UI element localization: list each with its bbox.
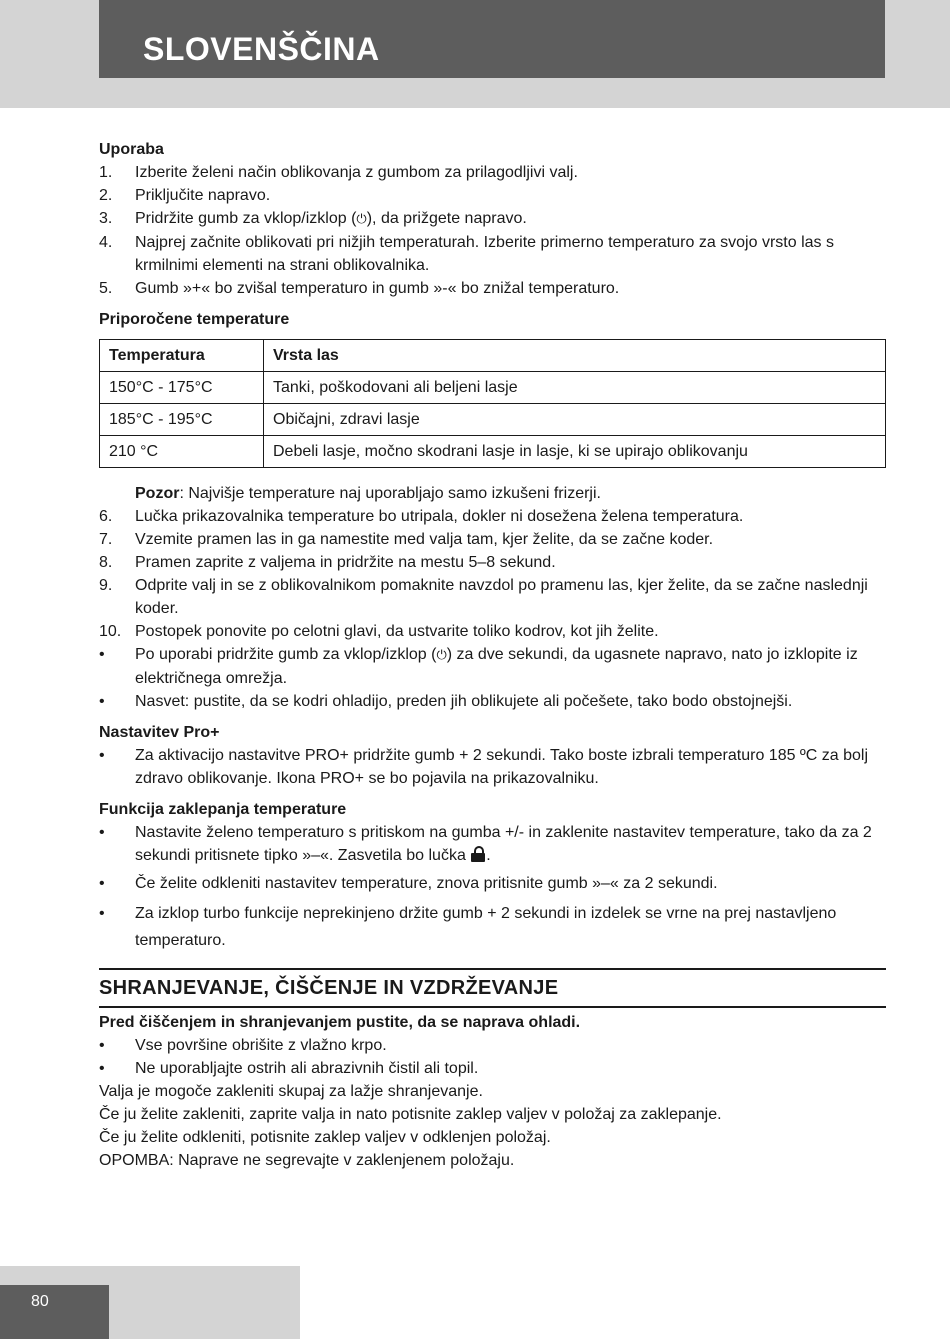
storage-lead: Pred čiščenjem in shranjevanjem pustite, da se naprava ohladi. (99, 1014, 581, 1031)
caution-note: Pozor: Najvišje temperature naj uporabljajo samo izkušeni frizerji. (135, 485, 601, 502)
list-item: 2. Priključite napravo. (99, 187, 271, 204)
list-item: 4. Najprej začnite oblikovati pri nižjih temperaturah. Izberite primerno temperaturo za svojo vrsto las s krmilnimi elementi na strani oblikovalnika. (99, 234, 834, 274)
list-item: • Vse površine obrišite z vlažno krpo. (99, 1037, 387, 1054)
table-cell: Običajni, zdravi lasje (264, 404, 886, 436)
table-row (100, 436, 886, 468)
header-box (99, 0, 885, 78)
table-row (100, 372, 886, 404)
pro-heading: Nastavitev Pro+ (99, 724, 220, 741)
list-item: 1. Izberite želeni način oblikovanja z gumbom za prilagodljivi valj. (99, 164, 578, 181)
list-item: • Za izklop turbo funkcije neprekinjeno držite gumb + 2 sekundi in izdelek se vrne na prej nastavljeno temperaturo. (99, 905, 837, 949)
list-item: 8. Pramen zaprite z valjema in pridržite na mestu 5–8 sekund. (99, 554, 556, 571)
list-item: 6. Lučka prikazovalnika temperature bo utripala, dokler ni dosežena želena temperatura. (99, 508, 744, 525)
usage-heading: Uporaba (99, 141, 164, 158)
table-cell: Debeli lasje, močno skodrani lasje in lasje, ki se upirajo oblikovanju (264, 436, 886, 468)
list-item: 10. Postopek ponovite po celotni glavi, da ustvarite toliko kodrov, kot jih želite. (99, 623, 659, 640)
list-item: • Za aktivacijo nastavitve PRO+ pridržite gumb + 2 sekundi. Tako boste izbrali temperaturo 185 ºC za bolj zdravo oblikovanje. Ikona PRO+ se bo pojavila na prikazovalniku. (99, 747, 869, 787)
table-cell: 210 °C (100, 436, 264, 468)
list-item: 5. Gumb »+« bo zvišal temperaturo in gumb »-« bo znižal temperaturo. (99, 280, 620, 297)
paragraph: Če ju želite zakleniti, zaprite valja in nato potisnite zaklep valjev v položaj za zaklepanje. (99, 1106, 722, 1123)
temperature-table (99, 339, 886, 468)
list-item: 7. Vzemite pramen las in ga namestite med valja tam, kjer želite, da se začne koder. (99, 531, 714, 548)
column-header: Vrsta las (264, 340, 886, 372)
paragraph: OPOMBA: Naprave ne segrevajte v zaklenjenem položaju. (99, 1152, 515, 1169)
power-icon: ⏻ (356, 212, 367, 227)
lock-heading: Funkcija zaklepanja temperature (99, 801, 347, 818)
list-item: 3. Pridržite gumb za vklop/izklop (⏻), da prižgete napravo. (99, 210, 527, 227)
list-item: • Po uporabi pridržite gumb za vklop/izklop (⏻) za dve sekundi, da ugasnete napravo, nato jo izklopite iz električnega omrežja. (99, 646, 858, 687)
list-item: • Ne uporabljajte ostrih ali abrazivnih čistil ali topil. (99, 1060, 479, 1077)
table-row (100, 404, 886, 436)
table-cell: Tanki, poškodovani ali beljeni lasje (264, 372, 886, 404)
list-item: 9. Odprite valj in se z oblikovalnikom pomaknite navzdol po pramenu las, kjer želite, da se začne naslednji koder. (99, 577, 868, 617)
list-item: • Nasvet: pustite, da se kodri ohladijo, preden jih oblikujete ali počešete, tako bodo obstojnejši. (99, 693, 793, 710)
page-title: SLOVENŠČINA (143, 31, 380, 67)
power-icon: ⏻ (436, 648, 447, 663)
paragraph: Če ju želite odkleniti, potisnite zaklep valjev v odklenjen položaj. (99, 1129, 551, 1146)
temps-heading: Priporočene temperature (99, 311, 290, 328)
table-cell: 150°C - 175°C (100, 372, 264, 404)
column-header: Temperatura (100, 340, 264, 372)
page-number: 80 (31, 1293, 49, 1310)
list-item: • Nastavite želeno temperaturo s pritiskom na gumba +/- in zaklenite nastavitev temperature, tako da za 2 sekundi pritisnete tipko »–«. Zasvetila bo lučka . (99, 824, 872, 864)
list-item: • Če želite odkleniti nastavitev temperature, znova pritisnite gumb »–« za 2 sekundi. (99, 875, 718, 892)
storage-section-title: SHRANJEVANJE, ČIŠČENJE IN VZDRŽEVANJE (99, 968, 886, 1008)
table-cell: 185°C - 195°C (100, 404, 264, 436)
footer-box (0, 1285, 109, 1339)
table-header-row (100, 340, 886, 372)
document-body (99, 138, 886, 1172)
paragraph: Valja je mogoče zakleniti skupaj za lažje shranjevanje. (99, 1083, 483, 1100)
lock-icon (471, 846, 485, 862)
